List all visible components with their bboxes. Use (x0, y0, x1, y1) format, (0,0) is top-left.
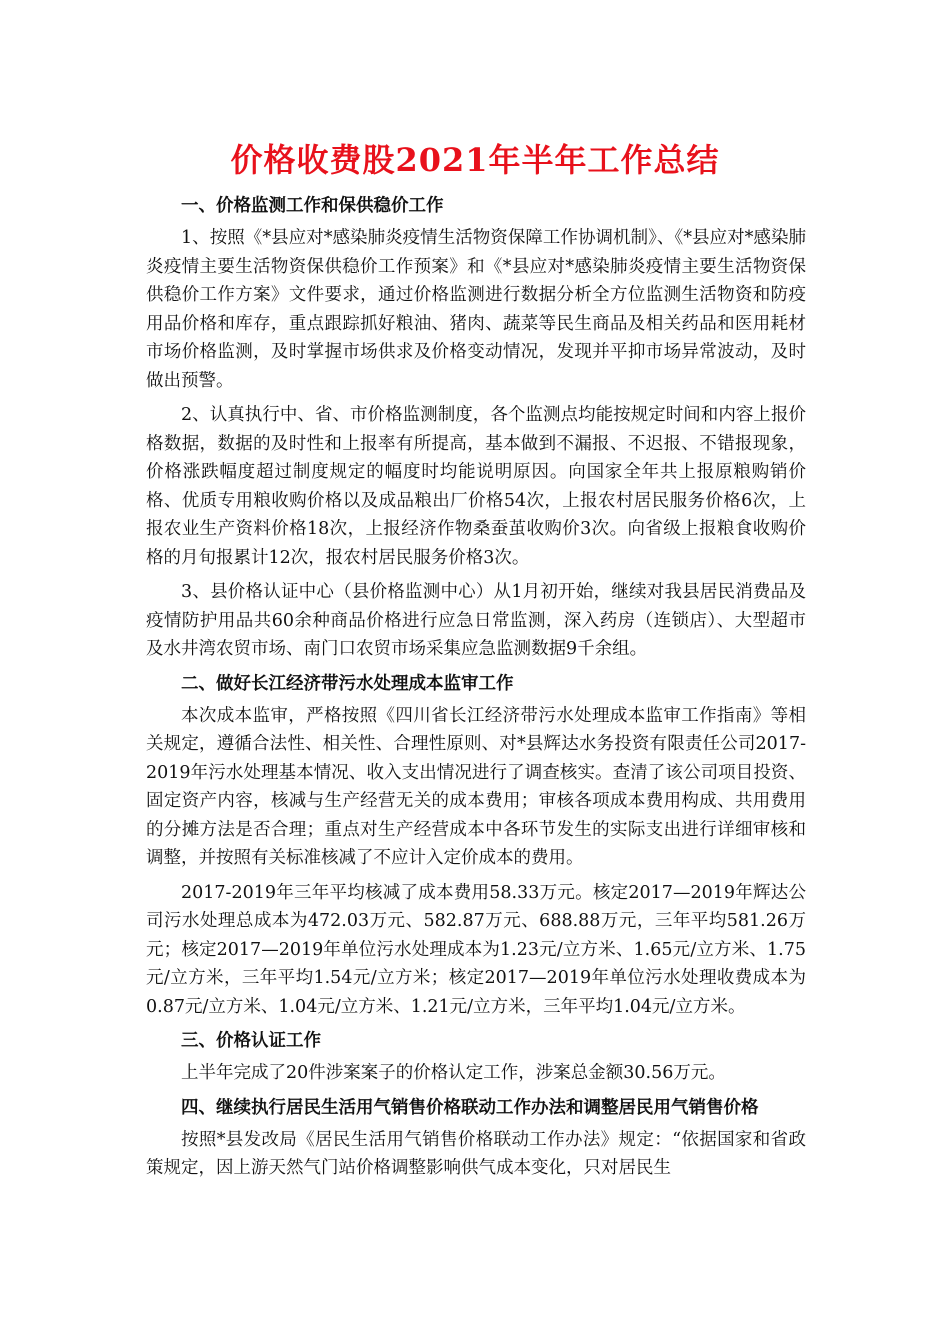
section-heading: 四、继续执行居民生活用气销售价格联动工作办法和调整居民用气销售价格 (181, 1097, 759, 1118)
section-heading: 二、做好长江经济带污水处理成本监审工作 (181, 673, 514, 694)
document-title: 价格收费股2021年半年工作总结 (230, 141, 720, 179)
document-body (146, 192, 806, 1189)
paragraph: 2、认真执行中、省、市价格监测制度，各个监测点均能按规定时间和内容上报价格数据，数据的及时性和上报率有所提高，基本做到不漏报、不迟报、不错报现象，价格涨跌幅度超过制度规定的幅度时均能说明原因。向国家全年共上报原粮购销价格、优质专用粮收购价格以及成品粮出厂价格54次，上报农村居民服务价格6次，上报农业生产资料价格18次，上报经济作物桑蚕茧收购价3次。向省级上报粮食收购价格的月旬报累计12次，报农村居民服务价格3次。 (146, 405, 806, 568)
paragraph: 本次成本监审，严格按照《四川省长江经济带污水处理成本监审工作指南》等相关规定，遵循合法性、相关性、合理性原则、对*县辉达水务投资有限责任公司2017-2019年污水处理基本情况、收入支出情况进行了调查核实。查清了该公司项目投资、固定资产内容，核减与生产经营无关的成本费用；审核各项成本费用构成、共用费用的分摊方法是否合理；重点对生产经营成本中各环节发生的实际支出进行详细审核和调整，并按照有关标准核减了不应计入定价成本的费用。 (146, 705, 806, 868)
section-heading: 三、价格认证工作 (181, 1031, 321, 1051)
paragraph: 3、县价格认证中心（县价格监测中心）从1月初开始，继续对我县居民消费品及疫情防护用品共60余种商品价格进行应急日常监测，深入药房（连锁店）、大型超市及水井湾农贸市场、南门口农贸市场采集应急监测数据9千余组。 (146, 582, 806, 659)
paragraph: 上半年完成了20件涉案案子的价格认定工作，涉案总金额30.56万元。 (181, 1063, 726, 1083)
paragraph: 2017-2019年三年平均核减了成本费用58.33万元。核定2017—2019年辉达公司污水处理总成本为472.03万元、582.87万元、688.88万元，三年平均581.26万元；核定2017—2019年单位污水处理成本为1.23元/立方米、1.65元/立方米、1.75元/立方米，三年平均1.54元/立方米；核定2017—2019年单位污水处理收费成本为0.87元/立方米、1.04元/立方米、1.21元/立方米，三年平均1.04元/立方米。 (146, 882, 806, 1017)
section-heading: 一、价格监测工作和保供稳价工作 (181, 196, 444, 216)
paragraph: 按照*县发改局《居民生活用气销售价格联动工作办法》规定：“依据国家和省政策规定，因上游天然气门站价格调整影响供气成本变化，只对居民生 (146, 1129, 806, 1178)
paragraph: 1、按照《*县应对*感染肺炎疫情生活物资保障工作协调机制》、《*县应对*感染肺炎疫情主要生活物资保供稳价工作预案》和《*县应对*感染肺炎疫情主要生活物资保供稳价工作方案》文件要求，通过价格监测进行数据分析全方位监测生活物资和防疫用品价格和库存，重点跟踪抓好粮油、猪肉、蔬菜等民生商品及相关药品和医用耗材市场价格监测，及时掌握市场供求及价格变动情况，发现并平抑市场异常波动，及时做出预警。 (146, 228, 806, 391)
